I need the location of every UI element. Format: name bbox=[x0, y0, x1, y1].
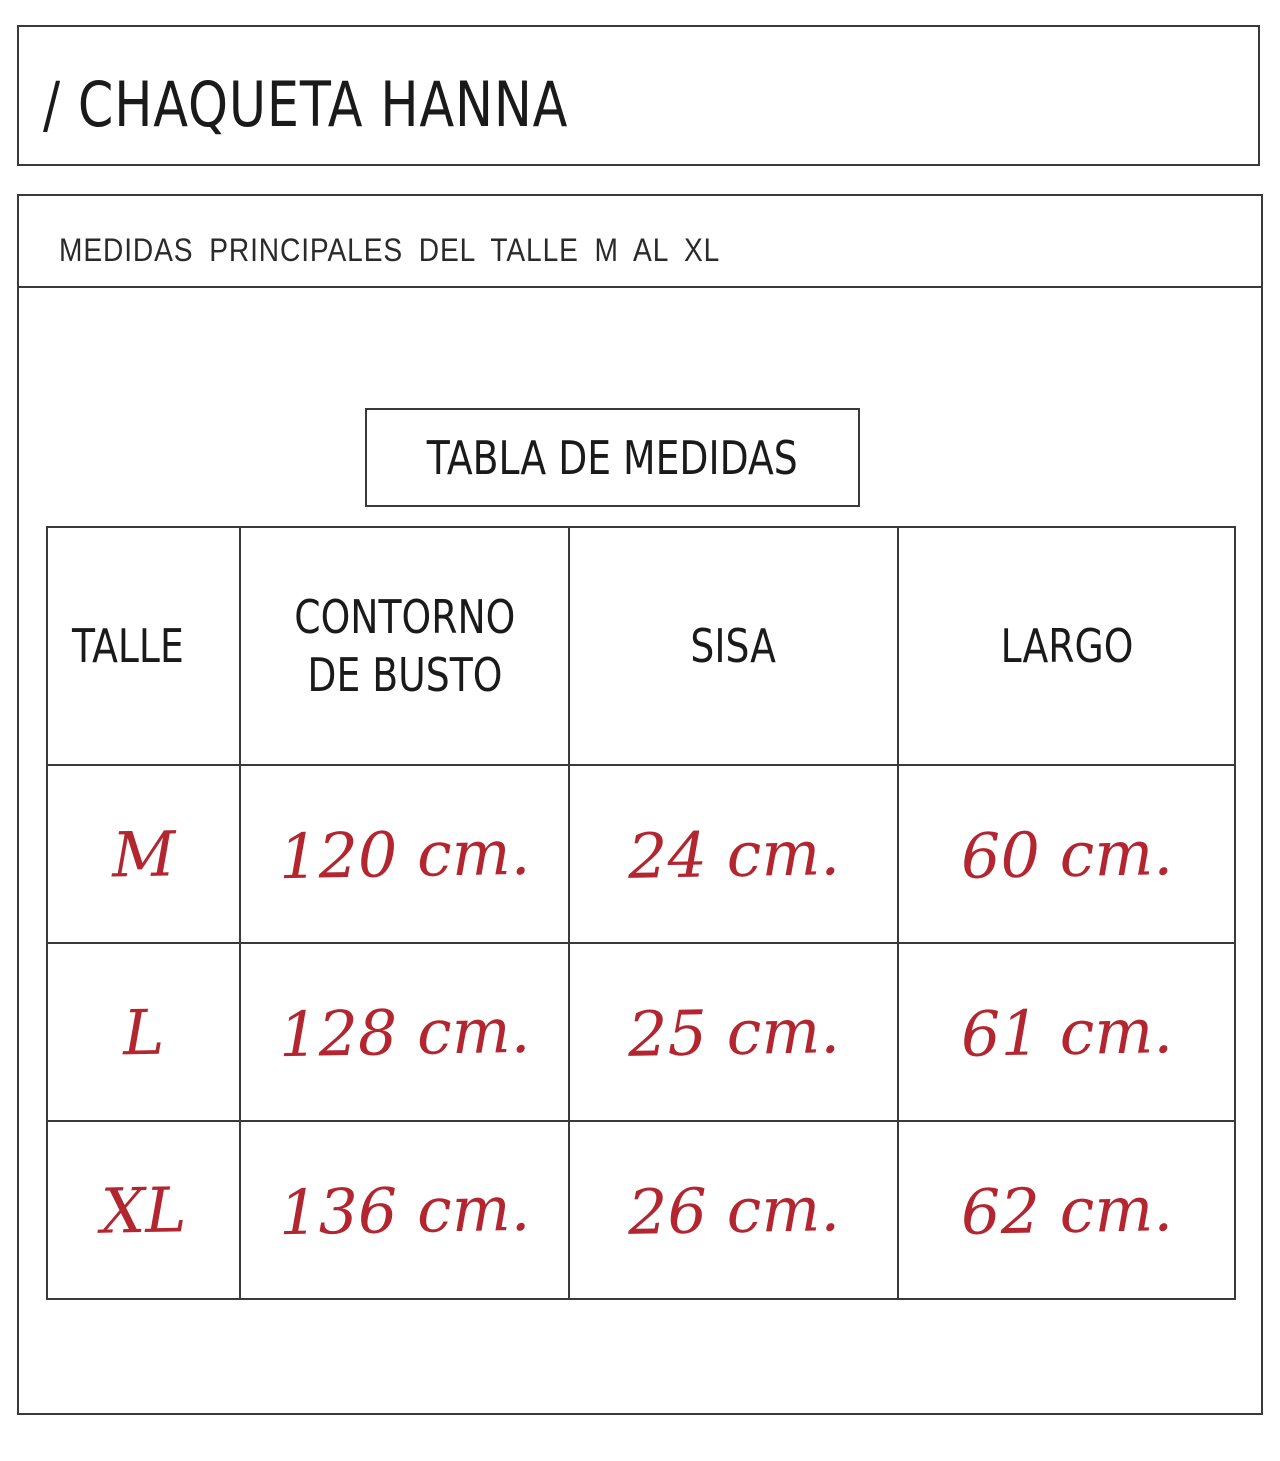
cell-sisa: 25 cm. bbox=[569, 943, 898, 1121]
header-bust-line2: DE BUSTO bbox=[306, 648, 503, 702]
table-row bbox=[47, 765, 1235, 943]
cell-bust: 128 cm. bbox=[240, 943, 569, 1121]
cell-size: XL bbox=[47, 1121, 240, 1299]
cell-bust: 120 cm. bbox=[240, 765, 569, 943]
cell-sisa: 26 cm. bbox=[569, 1121, 898, 1299]
table-header-row bbox=[47, 527, 1235, 765]
table-row bbox=[47, 943, 1235, 1121]
table-row bbox=[47, 1121, 1235, 1299]
cell-sisa: 24 cm. bbox=[569, 765, 898, 943]
header-bust-line1: CONTORNO bbox=[293, 590, 516, 644]
cell-size: M bbox=[47, 765, 240, 943]
subtitle-bar bbox=[19, 196, 1261, 288]
title-box bbox=[17, 25, 1260, 166]
subtitle: MEDIDAS PRINCIPALES DEL TALLE M AL XL bbox=[59, 232, 721, 268]
header-sisa: SISA bbox=[569, 527, 898, 765]
cell-largo: 62 cm. bbox=[898, 1121, 1235, 1299]
size-chart-table bbox=[46, 526, 1236, 1300]
header-largo: LARGO bbox=[898, 527, 1235, 765]
page-title: / CHAQUETA HANNA bbox=[43, 68, 569, 141]
cell-largo: 61 cm. bbox=[898, 943, 1235, 1121]
table-title: TABLA DE MEDIDAS bbox=[426, 430, 798, 485]
cell-size: L bbox=[47, 943, 240, 1121]
header-bust bbox=[240, 527, 569, 765]
header-size: TALLE bbox=[47, 527, 240, 765]
cell-largo: 60 cm. bbox=[898, 765, 1235, 943]
table-title-box bbox=[365, 408, 860, 507]
cell-bust: 136 cm. bbox=[240, 1121, 569, 1299]
